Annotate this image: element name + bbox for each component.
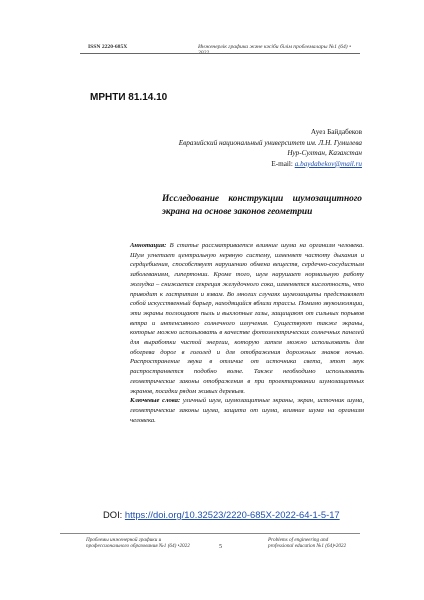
abstract-label: Аннотация: (130, 242, 167, 249)
footer-right (268, 537, 346, 550)
journal-title: Инженерлік графика және кәсіби білім проблемалары №1 (64) • (198, 44, 352, 50)
doi-label: DOI: (103, 509, 125, 520)
footer-right-line1: Problems of engineering and (268, 537, 329, 543)
author-name: Ауез Байдабеков (310, 128, 362, 136)
author-email-row (179, 159, 362, 170)
abstract-block (130, 241, 364, 425)
keywords-text: уличный шум, шумозащитные экраны, экран, источник шума, геометрические законы шума, защита от шума, влияние шума на организм человека. (130, 397, 364, 424)
mrnti-code: МРНТИ 81.14.10 (90, 92, 168, 103)
footer-right-line2: professional education №1 (64)•2022 (268, 543, 347, 550)
issn-label: ISSN 2220-685X (88, 44, 128, 50)
article-title: Исследование конструкции шумозащитного экрана на основе законов геометрии (162, 194, 362, 217)
email-link[interactable]: a.baydabekov@mail.ru (294, 159, 362, 168)
abstract-text: В статье рассматривается влияние шума на организм человека. Шум угнетает центральную нервную систему, изменяет частоту дыхания и сердцебиения, способствует нарушению обмена веществ, сердечно-сосудистым заболеваниям, гипертонии. Кроме того, шум нарушает нормальную работу желудка – снижается секреция желудочного сока, изменяется кислотность, что приводит к гастритам и язвам. Во многих случаях шумозащиты представляет собой искусственный барьер, находящийся вблизи трассы. Помимо звукоизоляции, эти экраны поглощают пыль и выхлопные газы, защищают от сильных порывов ветра и интенсивного солнечного излучения. Существуют также экраны, которые можно использовать в качестве фотоэлектрических солнечных панелей для выработки чистой энергии, которую затем можно использовать для обогрева дорог в гололед и для отображения дорожных знаков ночью. Распространение звука в отличие от источника света, этот звук распространяется подобно волне. Также необходимо использовать геометрические законы отображения в при проектировании шумозащитных экранов, посадки рядом живых деревьев. (130, 242, 364, 395)
doi-link[interactable]: https://doi.org/10.32523/2220-685X-2022-64-1-5-17 (124, 509, 340, 520)
footer-left-line1: Проблемы инженерной графики и (86, 537, 162, 543)
page-number: 5 (219, 543, 223, 550)
author-affiliation: Евразийский национальный университет им. Л.Н. Гумилева (178, 138, 362, 147)
doi-line (103, 509, 340, 520)
footer-left-line2: профессионального образования №1 (64) •2022 (86, 543, 190, 550)
header-divider (80, 53, 360, 54)
footer-divider (60, 533, 360, 534)
author-block (179, 127, 362, 169)
author-city: Нур-Султан, Казахстан (287, 149, 362, 158)
keywords-label: Ключевые слова: (130, 397, 181, 405)
email-label: E-mail: (271, 159, 295, 168)
footer-left (86, 537, 190, 550)
running-header (80, 44, 360, 54)
